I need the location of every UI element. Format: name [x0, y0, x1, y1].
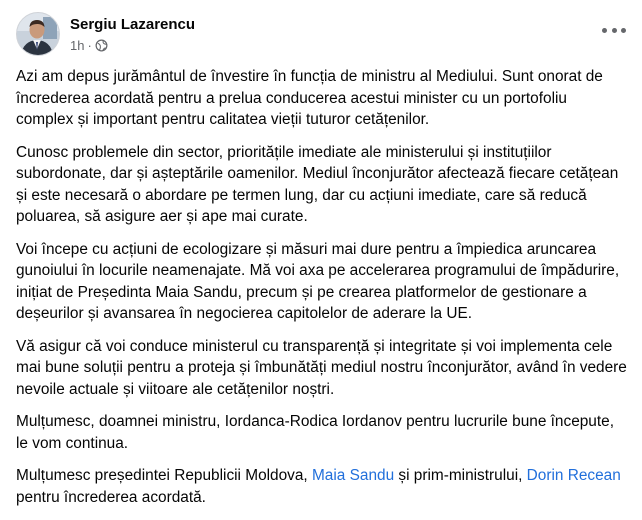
- author-name[interactable]: Sergiu Lazarencu: [70, 16, 196, 33]
- paragraph-6-text-before: Mulțumesc președintei Republicii Moldova,: [16, 467, 312, 484]
- paragraph-6-text-after: pentru încrederea acordată.: [16, 488, 206, 506]
- more-options-dot: [602, 28, 607, 33]
- avatar-photo: [17, 13, 60, 56]
- mention-link-dorin-recean[interactable]: Dorin Recean: [526, 467, 621, 484]
- paragraph-6-text-middle: și prim-ministrului,: [394, 467, 527, 484]
- globe-icon: [95, 39, 108, 52]
- author-avatar[interactable]: [16, 12, 60, 56]
- post-paragraph-5: Mulțumesc, doamnei ministru, Iordanca-Rodica Iordanov pentru lucrurile bune începute, le vom continua.: [16, 413, 614, 452]
- mention-link-maia-sandu[interactable]: Maia Sandu: [311, 467, 395, 484]
- post-time[interactable]: 1h: [70, 38, 85, 53]
- post-header: [16, 12, 626, 60]
- post-meta: [70, 38, 108, 53]
- post-paragraph-2: Cunosc problemele din sector, prioritățile imediate ale ministerului și instituțiilor subordonate, dar și așteptările oamenilor. Mediul înconjurător afectează fiecare cetățean și este necesară o abordare pe termen lung, dar cu acțiuni imediate, care să reducă poluarea, să asigure aer și ape mai curate.: [16, 143, 619, 225]
- post-body: [16, 66, 628, 519]
- post-paragraph-3: Voi începe cu acțiuni de ecologizare și măsuri mai dure pentru a împiedica aruncarea gunoiului în locurile neamenajate. Mă voi axa pe accelerarea programului de împădurire, inițiat de Președinta Maia Sandu, precum și pe crearea platformelor de gestionare a deșeurilor și avansarea în negocierea capitolelor de aderare la UE.: [16, 240, 620, 322]
- post-paragraph-6: [16, 465, 628, 508]
- more-options-icon[interactable]: [602, 24, 626, 36]
- meta-separator: ·: [87, 38, 92, 53]
- more-options-dot: [612, 28, 617, 33]
- post-paragraph-1: Azi am depus jurământul de învestire în funcția de ministru al Mediului. Sunt onorat de încrederea acordată pentru a prelua conducerea acestui minister cu un portofoliu complex și important pentru calitatea vieții tuturor cetățenilor.: [16, 68, 603, 128]
- post-paragraph-4: Vă asigur că voi conduce ministerul cu transparență și integritate și voi implementa cele mai bune soluții pentru a proteja și îmbunătăți mediul nostru înconjurător, având în vedere nevoile actuale și viitoare ale cetățenilor noștri.: [16, 337, 627, 398]
- more-options-dot: [621, 28, 626, 33]
